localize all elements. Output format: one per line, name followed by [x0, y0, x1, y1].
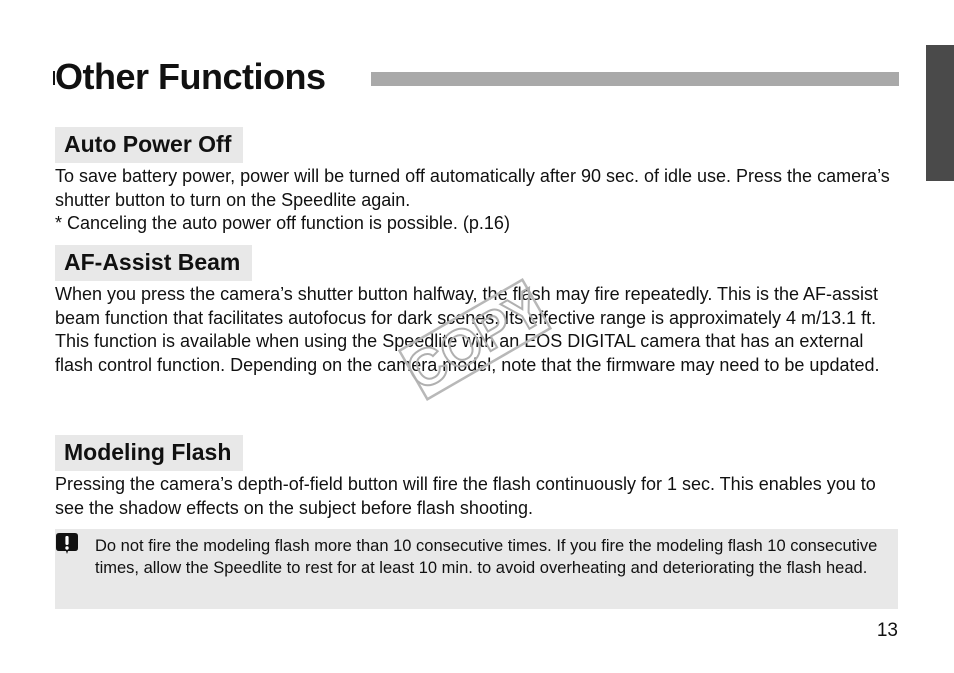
- caution-exclamation-icon: [55, 531, 79, 555]
- section-paragraph: This function is available when using the Speedlite with an EOS DIGITAL camera that has an external flash control function. Depending on the camera model, note that the firmware may need to be updated.: [55, 331, 880, 376]
- section-af-assist-beam: [55, 245, 900, 378]
- section-heading-af-assist-beam: AF-Assist Beam: [55, 245, 252, 281]
- page-title: Other Functions: [55, 56, 326, 97]
- title-rule-bar: [371, 72, 899, 86]
- chapter-tab-marker: [926, 45, 954, 181]
- caution-box: [55, 529, 898, 609]
- watermark-text: COPY: [397, 278, 554, 403]
- section-modeling-flash: [55, 435, 900, 520]
- page-number: 13: [876, 620, 898, 641]
- section-paragraph: Pressing the camera’s depth-of-field button will fire the flash continuously for 1 sec. This enables you to see the shadow effects on the subject before flash shooting.: [55, 474, 876, 518]
- section-paragraph: When you press the camera’s shutter button halfway, the flash may fire repeatedly. This is the AF-assist beam function that facilitates autofocus for dark scenes. Its effective range is approximately 4 m/13.1 ft.: [55, 284, 879, 328]
- section-auto-power-off: [55, 127, 900, 236]
- section-note: * Canceling the auto power off function is possible. (p.16): [55, 213, 510, 234]
- page-header: [55, 55, 900, 99]
- section-heading-auto-power-off: Auto Power Off: [55, 127, 243, 163]
- section-paragraph: To save battery power, power will be turned off automatically after 90 sec. of idle use. Press the camera’s shutter button to turn on the Speedlite again.: [55, 166, 890, 210]
- caution-text: Do not fire the modeling flash more than 10 consecutive times. If you fire the modeling flash 10 consecutive times, allow the Speedlite to rest for at least 10 min. to avoid overheating and deteriorating the flash head.: [95, 537, 878, 577]
- section-heading-modeling-flash: Modeling Flash: [55, 435, 243, 471]
